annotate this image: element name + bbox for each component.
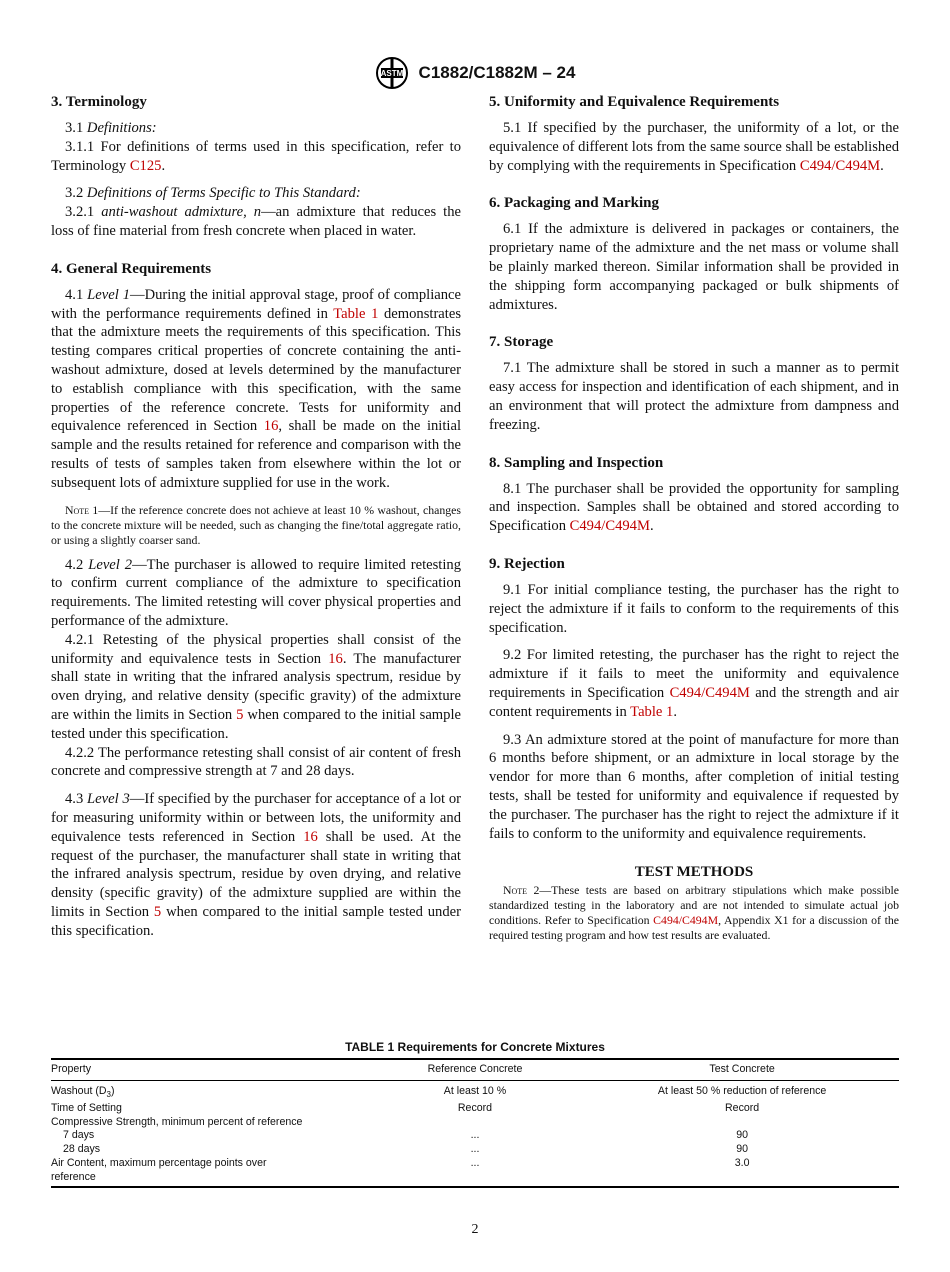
section-8 <box>489 453 899 536</box>
link-c494[interactable]: C494/C494M <box>799 157 881 174</box>
link-table-1[interactable]: Table 1 <box>333 305 379 322</box>
text: —The purchaser is allowed to require limited retesting to confirm current compliance of the admixture to specification requirements. The limited retesting will cover physical properties and performance of the admixture. <box>51 556 461 629</box>
standard-code: C1882/C1882M – 24 <box>418 63 576 82</box>
paragraph-4-3 <box>51 790 461 940</box>
paragraph-9-1: 9.1 For initial compliance testing, the purchaser has the right to reject the admixture if it fails to conform to the requirements of this specification. <box>489 581 899 636</box>
para-number: 4.1 <box>65 286 84 303</box>
page-number: 2 <box>471 1222 479 1237</box>
column-header: Test Concrete <box>585 1059 899 1080</box>
table-row <box>51 1102 899 1116</box>
table-cell: ... <box>470 1143 480 1156</box>
para-number: 4.3 <box>65 791 84 808</box>
table-cell: 90 <box>736 1129 748 1142</box>
note-2 <box>489 883 899 943</box>
section-heading: 5. Uniformity and Equivalence Requirements <box>489 94 780 110</box>
note-label: Note <box>65 502 90 517</box>
table-header-row <box>51 1059 899 1080</box>
paragraph-4-2-1 <box>51 631 461 744</box>
section-4 <box>51 259 461 941</box>
table-row <box>51 1116 899 1130</box>
table-cell: At least 50 % reduction of reference <box>657 1084 827 1097</box>
note-text: 1—If the reference concrete does not achieve at least 10 % washout, changes to the concrete mixture will be needed, such as changing the fine/total aggregate ratio, or using a slightly coarser sand. <box>51 502 461 547</box>
paragraph-4-2-2: 4.2.2 The performance retesting shall consist of air content of fresh concrete and compressive strength at 7 and 28 days. <box>51 744 461 780</box>
text: 9.2 For limited retesting, the purchaser has the right to reject the admixture if it fails to meet the uniformity and equivalence requirements in Specification <box>489 647 899 701</box>
link-c494[interactable]: C494/C494M <box>653 913 719 928</box>
paragraph-4-2 <box>51 556 461 631</box>
table-cell: ... <box>365 1157 585 1188</box>
para-number: 3.1 <box>65 120 84 136</box>
text: —During the initial approval stage, proof of compliance with the performance requirements defined in <box>51 286 461 322</box>
section-heading: 6. Packaging and Marking <box>489 195 660 212</box>
paragraph-9-2 <box>489 646 899 721</box>
column-header: Reference Concrete <box>365 1059 585 1080</box>
table-cell: 90 <box>736 1143 748 1156</box>
text: 4.2.1 Retesting of the physical properties shall consist of the uniformity and equivalence tests in Section <box>51 631 461 667</box>
para-number: 3.2 <box>65 185 84 202</box>
text: demonstrates that the admixture meets the requirements of this specification. This testing compares critical properties of concrete containing the anti-washout admixture, dosed at levels determined by the manufacturer to establish compliance with this specification, with the same properties of the reference concrete. Tests for uniformity and equivalence referenced in Section <box>51 305 461 435</box>
text: 8.1 The purchaser shall be provided the opportunity for sampling and inspection. Samples shall be obtained and stored according to Specification <box>489 480 899 535</box>
section-6 <box>489 193 899 314</box>
table-row <box>51 1143 899 1157</box>
section-5 <box>489 92 899 175</box>
table-cell: 7 days <box>63 1129 95 1142</box>
link-section-5[interactable]: 5 <box>153 903 162 920</box>
text: . <box>673 703 677 720</box>
para-number: 4.2 <box>65 556 84 573</box>
note-1 <box>51 503 461 548</box>
paragraph-8-1 <box>489 480 899 536</box>
table-row <box>51 1080 899 1101</box>
text: 5.1 If specified by the purchaser, the uniformity of a lot, or the equivalence of different lots from the same source shall be established by complying with the requirements in Specification <box>489 120 899 174</box>
requirements-table <box>51 1058 899 1188</box>
section-heading: 8. Sampling and Inspection <box>489 454 664 471</box>
para-title: Level 1 <box>87 286 130 303</box>
text: . <box>880 157 884 174</box>
table-cell: Record <box>725 1101 760 1114</box>
text: —If specified by the purchaser for acceptance of a lot or for measuring uniformity within or between lots, the uniformity and equivalence tests referenced in Section <box>51 791 461 845</box>
para-title: Definitions of Terms Specific to This Standard: <box>86 185 361 202</box>
text: when compared to the initial sample tested under this specification. <box>51 706 461 742</box>
para-title: Definitions: <box>86 120 157 136</box>
right-column <box>489 92 899 951</box>
paragraph-5-1 <box>489 119 899 175</box>
paragraph-9-3: 9.3 An admixture stored at the point of manufacture for more than 6 months before shipment, or an admixture in local storage by the vendor for more than 6 months, after completion of initial testing tests, shall be tested for uniformity and equivalence if requested by the purchaser. The purchaser has the right to reject the admixture if it fails to conform to the uniformity and equivalence requirements. <box>489 731 899 842</box>
note-text: 2—These tests are based on arbitrary stipulations which make possible standardized testing in the laboratory and are not intended to simulate actual job conditions. Refer to Specification <box>489 883 899 928</box>
term: anti-washout admixture, n <box>101 204 262 221</box>
test-methods-heading: TEST METHODS <box>634 864 754 881</box>
text: . <box>161 157 166 174</box>
astm-logo-icon <box>375 56 409 90</box>
table-cell: Washout $(D_3)$ <box>51 1084 115 1099</box>
column-header: Property <box>51 1059 365 1080</box>
table-cell: Air Content, maximum percentage points over reference <box>51 1157 365 1188</box>
paragraph-3-1-1 <box>51 138 461 176</box>
section-heading: 7. Storage <box>489 334 554 351</box>
link-section-16[interactable]: 16 <box>303 828 318 845</box>
link-table-1[interactable]: Table 1 <box>630 703 674 720</box>
table-cell: 28 days <box>63 1143 101 1156</box>
text: , shall be made on the initial sample and the results retained for reference and comparison with the results of tests of samples taken from elsewhere within the lot or subsequent lots of admixture supplied for use in the work. <box>51 418 461 491</box>
text: shall be used. At the request of the purchaser, the manufacturer shall state in writing that the infrared analysis spectrum, residue by oven drying, and relative density (specific gravity) of the admixture supplied are within the limits in Section <box>51 828 461 920</box>
text: . <box>649 518 654 535</box>
table-cell: Time of Setting <box>51 1101 122 1114</box>
table-cell: Record <box>457 1101 493 1114</box>
link-section-16[interactable]: 16 <box>328 650 343 667</box>
svg-text:ASTM: ASTM <box>380 69 403 78</box>
link-section-5[interactable]: 5 <box>236 706 244 723</box>
table-cell: At least 10 % <box>443 1084 507 1097</box>
table-row <box>51 1157 899 1188</box>
section-9 <box>489 554 899 843</box>
note-label: Note <box>503 883 528 898</box>
section-heading: 9. Rejection <box>489 555 565 572</box>
paragraph-3-2-1 <box>51 203 461 241</box>
left-column <box>51 92 461 940</box>
link-c125[interactable]: C125 <box>129 157 162 174</box>
text: —an admixture that reduces the loss of fine material from fresh concrete when placed in water. <box>51 204 462 239</box>
text: and the strength and air content requirements in <box>489 684 899 720</box>
table-cell: 3.0 <box>585 1157 899 1188</box>
note-text: , Appendix X1 for a discussion of the required testing program and how test results are evaluated. <box>489 913 899 943</box>
section-heading: 4. General Requirements <box>51 260 212 277</box>
link-c494[interactable]: C494/C494M <box>669 684 750 701</box>
table-cell: ... <box>470 1129 480 1142</box>
para-number: 3.2.1 <box>65 204 95 221</box>
section-heading: 3. Terminology <box>51 94 147 110</box>
paragraph-3-2 <box>51 184 461 203</box>
text: . The manufacturer shall state in writing that the infrared analysis spectrum, residue by oven drying, and relative density (specific gravity) of the admixture are within the limits in Section <box>51 650 462 723</box>
text: when compared to the initial sample tested under this specification. <box>51 903 461 939</box>
section-7 <box>489 332 899 434</box>
text: 3.1.1 For definitions of terms used in this specification, refer to Terminology <box>51 138 461 174</box>
para-title: Level 3 <box>87 791 130 808</box>
para-title: Level 2 <box>88 556 133 573</box>
page-header <box>0 56 950 90</box>
paragraph-6-1: 6.1 If the admixture is delivered in packages or containers, the proprietary name of the admixture and the net mass or volume shall be plainly marked thereon. Similar information shall be provided in the shipping form accompanying packaged or bulk shipments of admixtures. <box>489 221 899 313</box>
table-row <box>51 1129 899 1143</box>
table-title: TABLE 1 Requirements for Concrete Mixtures <box>345 1040 605 1054</box>
link-c494[interactable]: C494/C494M <box>569 518 650 535</box>
paragraph-3-1 <box>51 119 461 138</box>
link-section-16[interactable]: 16 <box>263 418 279 435</box>
paragraph-7-1: 7.1 The admixture shall be stored in such a manner as to permit easy access for inspection and identification of each shipment, and in an environment that will protect the admixture from dampness and freezing. <box>489 360 899 433</box>
paragraph-4-1 <box>51 286 461 493</box>
section-3 <box>51 92 461 241</box>
table-cell: Compressive Strength, minimum percent of reference <box>51 1115 303 1128</box>
